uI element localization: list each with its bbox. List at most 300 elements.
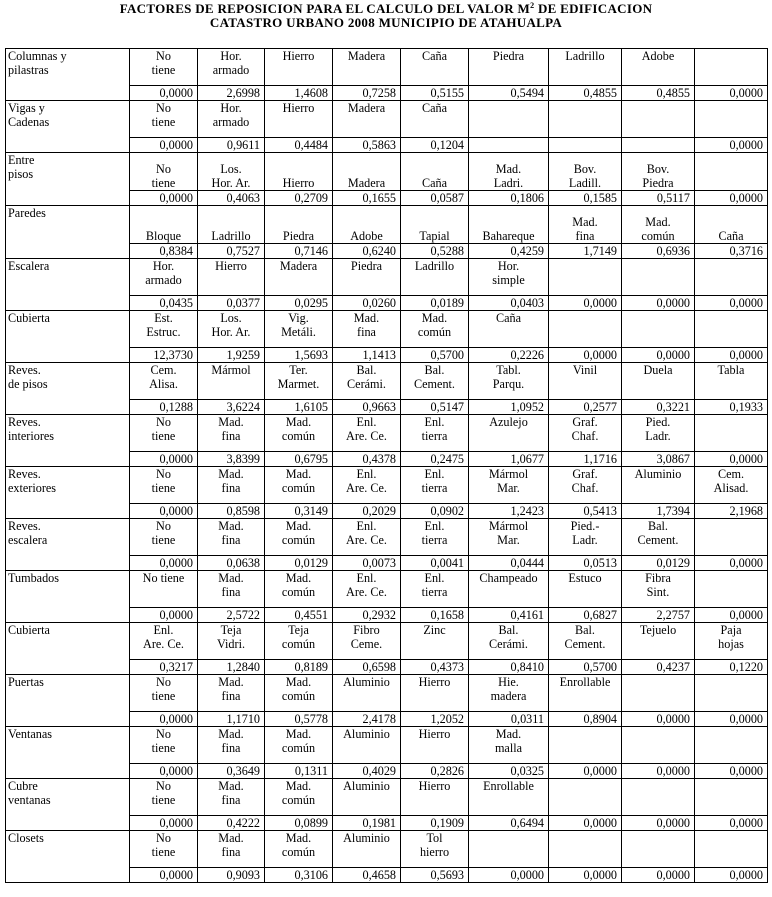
factor-value: 0,6827	[549, 608, 622, 623]
material-cell: Vig. Metáli.	[265, 311, 333, 348]
factor-value: 0,0000	[622, 348, 695, 363]
factor-value: 0,4484	[265, 138, 333, 153]
material-cell	[549, 311, 622, 348]
material-cell: Hierro	[198, 259, 265, 296]
material-cell: Mad. fina	[549, 206, 622, 244]
material-row	[6, 623, 768, 660]
material-cell: Cem. Alisa.	[130, 363, 198, 400]
category-label: Tumbados	[6, 571, 130, 623]
factor-value: 0,6598	[333, 660, 401, 675]
factor-value: 0,0444	[469, 556, 549, 571]
factor-value: 0,0000	[695, 138, 768, 153]
factor-value: 12,3730	[130, 348, 198, 363]
factor-value: 0,0000	[130, 608, 198, 623]
material-cell: Duela	[622, 363, 695, 400]
factor-value: 0,0000	[130, 138, 198, 153]
factor-value: 0,7258	[333, 86, 401, 101]
factor-value: 0,3106	[265, 868, 333, 883]
material-cell: Mármol	[198, 363, 265, 400]
factor-value: 0,8598	[198, 504, 265, 519]
factor-value: 0,1288	[130, 400, 198, 415]
material-cell: Tejuelo	[622, 623, 695, 660]
category-label: Reves. escalera	[6, 519, 130, 571]
factor-value: 0,0000	[130, 712, 198, 727]
material-cell: Mad. malla	[469, 727, 549, 764]
factor-value: 1,0952	[469, 400, 549, 415]
factor-value: 0,0000	[622, 712, 695, 727]
factor-value: 0,4658	[333, 868, 401, 883]
factor-value: 1,1710	[198, 712, 265, 727]
factor-value: 0,5147	[401, 400, 469, 415]
factor-value: 0,2709	[265, 191, 333, 206]
material-row	[6, 206, 768, 244]
material-cell: Cem. Alisad.	[695, 467, 768, 504]
material-cell: Caña	[401, 49, 469, 86]
replacement-factors-table	[5, 48, 768, 883]
factor-value: 0,0000	[695, 868, 768, 883]
factor-value: 0,4855	[549, 86, 622, 101]
factor-value: 0,0638	[198, 556, 265, 571]
factor-value: 0,1658	[401, 608, 469, 623]
material-cell	[549, 259, 622, 296]
factor-value: 0,3149	[265, 504, 333, 519]
material-cell	[695, 675, 768, 712]
material-cell: Hierro	[401, 675, 469, 712]
factor-value: 0,5494	[469, 86, 549, 101]
material-row	[6, 311, 768, 348]
material-cell	[622, 675, 695, 712]
material-cell: Bloque	[130, 206, 198, 244]
material-cell: No tiene	[130, 467, 198, 504]
factor-value: 1,9259	[198, 348, 265, 363]
material-cell: Fibra Sint.	[622, 571, 695, 608]
factor-value: 1,2840	[198, 660, 265, 675]
material-cell: Adobe	[333, 206, 401, 244]
material-cell: Aluminio	[622, 467, 695, 504]
material-row	[6, 49, 768, 86]
material-cell: Mad. común	[265, 831, 333, 868]
factor-value: 0,0073	[333, 556, 401, 571]
factor-value: 0,4373	[401, 660, 469, 675]
factor-value: 0,0899	[265, 816, 333, 831]
factor-value: 1,7394	[622, 504, 695, 519]
factor-value: 0,0000	[695, 556, 768, 571]
factor-value: 0,0325	[469, 764, 549, 779]
factor-value: 2,5722	[198, 608, 265, 623]
factor-value: 0,7146	[265, 244, 333, 259]
material-cell	[695, 831, 768, 868]
factor-value: 0,4161	[469, 608, 549, 623]
factor-value: 3,6224	[198, 400, 265, 415]
material-row	[6, 467, 768, 504]
factor-value: 0,4259	[469, 244, 549, 259]
category-label: Reves. de pisos	[6, 363, 130, 415]
material-cell: Enl. Are. Ce.	[333, 571, 401, 608]
material-cell: Enl. tierra	[401, 571, 469, 608]
material-cell: Caña	[695, 206, 768, 244]
material-cell: Mad. fina	[333, 311, 401, 348]
category-label: Cubierta	[6, 623, 130, 675]
material-row	[6, 519, 768, 556]
category-label: Puertas	[6, 675, 130, 727]
material-cell: Enl. Are. Ce.	[333, 415, 401, 452]
factor-value: 0,5778	[265, 712, 333, 727]
material-cell: Mad. común	[265, 415, 333, 452]
material-cell	[695, 571, 768, 608]
category-label: Cubierta	[6, 311, 130, 363]
material-cell: Pied.- Ladr.	[549, 519, 622, 556]
table-body	[6, 49, 768, 883]
material-cell: Graf. Chaf.	[549, 415, 622, 452]
material-row	[6, 153, 768, 191]
material-cell: Ladrillo	[549, 49, 622, 86]
material-row	[6, 415, 768, 452]
material-cell: Mad. común	[622, 206, 695, 244]
factor-value: 1,2052	[401, 712, 469, 727]
material-row	[6, 259, 768, 296]
material-cell: Madera	[333, 153, 401, 191]
factor-value	[469, 138, 549, 153]
material-cell: No tiene	[130, 101, 198, 138]
factor-value: 0,1585	[549, 191, 622, 206]
material-cell: Bov. Ladill.	[549, 153, 622, 191]
material-cell	[469, 101, 549, 138]
material-cell	[549, 727, 622, 764]
material-cell: Caña	[401, 101, 469, 138]
factor-value	[549, 138, 622, 153]
factor-value: 0,8410	[469, 660, 549, 675]
factor-value: 0,0000	[622, 868, 695, 883]
factor-value: 0,5413	[549, 504, 622, 519]
material-cell: Enl. Are. Ce.	[333, 467, 401, 504]
material-cell: Aluminio	[333, 831, 401, 868]
material-cell: Mad. común	[401, 311, 469, 348]
factor-value: 0,0587	[401, 191, 469, 206]
material-cell: Enl. tierra	[401, 467, 469, 504]
material-row	[6, 363, 768, 400]
factor-value: 0,0189	[401, 296, 469, 311]
factor-value: 0,9611	[198, 138, 265, 153]
material-cell: Zinc	[401, 623, 469, 660]
factor-value: 0,3716	[695, 244, 768, 259]
material-cell	[549, 831, 622, 868]
material-cell: Mad. fina	[198, 571, 265, 608]
factor-value: 0,4029	[333, 764, 401, 779]
factor-value: 0,2826	[401, 764, 469, 779]
category-label: Vigas y Cadenas	[6, 101, 130, 153]
material-cell: Hie. madera	[469, 675, 549, 712]
material-cell	[622, 779, 695, 816]
factor-value	[622, 138, 695, 153]
material-cell	[469, 831, 549, 868]
factor-value: 0,4237	[622, 660, 695, 675]
material-cell	[622, 259, 695, 296]
factor-value: 0,0000	[695, 191, 768, 206]
material-cell: Mad. fina	[198, 727, 265, 764]
material-cell: Est. Estruc.	[130, 311, 198, 348]
factor-value: 0,3221	[622, 400, 695, 415]
factor-value: 0,0000	[622, 764, 695, 779]
material-cell: Los. Hor. Ar.	[198, 311, 265, 348]
factor-value: 0,0000	[549, 296, 622, 311]
factor-value: 0,3649	[198, 764, 265, 779]
material-cell: Bal. Cement.	[622, 519, 695, 556]
material-cell: Tapial	[401, 206, 469, 244]
factor-value: 0,4551	[265, 608, 333, 623]
material-cell: Madera	[333, 101, 401, 138]
material-row	[6, 675, 768, 712]
material-cell: Hierro	[401, 727, 469, 764]
title-line-1	[0, 2, 772, 16]
factor-value: 0,8904	[549, 712, 622, 727]
factor-value: 0,0000	[695, 608, 768, 623]
material-cell: Hierro	[265, 153, 333, 191]
material-cell: Hor. armado	[130, 259, 198, 296]
factor-value: 0,2029	[333, 504, 401, 519]
material-cell: Ter. Marmet.	[265, 363, 333, 400]
factor-value: 0,8384	[130, 244, 198, 259]
factor-value: 0,0260	[333, 296, 401, 311]
material-cell: Mad. Ladri.	[469, 153, 549, 191]
material-cell: Enl. tierra	[401, 415, 469, 452]
material-row	[6, 571, 768, 608]
factor-value: 0,5863	[333, 138, 401, 153]
material-cell: Mad. común	[265, 467, 333, 504]
factor-value: 0,0000	[130, 868, 198, 883]
factor-value: 0,9663	[333, 400, 401, 415]
material-cell: Piedra	[469, 49, 549, 86]
factor-value: 0,0000	[622, 816, 695, 831]
factor-value: 0,0000	[549, 816, 622, 831]
factor-value: 0,0000	[549, 348, 622, 363]
factor-value: 0,7527	[198, 244, 265, 259]
category-label: Entre pisos	[6, 153, 130, 206]
material-cell: Mad. fina	[198, 675, 265, 712]
material-cell	[622, 101, 695, 138]
factor-value: 0,0000	[549, 868, 622, 883]
factor-value: 1,7149	[549, 244, 622, 259]
factor-value: 0,8189	[265, 660, 333, 675]
factor-value: 0,0000	[695, 296, 768, 311]
material-cell: Paja hojas	[695, 623, 768, 660]
factor-value: 1,0677	[469, 452, 549, 467]
factor-value: 0,1220	[695, 660, 768, 675]
factor-value: 1,6105	[265, 400, 333, 415]
factor-value: 0,0000	[130, 452, 198, 467]
factor-value: 0,5700	[401, 348, 469, 363]
factor-value: 2,4178	[333, 712, 401, 727]
material-cell: Mad. fina	[198, 415, 265, 452]
material-cell: Tabla	[695, 363, 768, 400]
material-cell: Azulejo	[469, 415, 549, 452]
factor-value: 0,0129	[622, 556, 695, 571]
material-cell	[549, 101, 622, 138]
factor-value: 0,0000	[695, 86, 768, 101]
material-cell: No tiene	[130, 779, 198, 816]
material-cell: Hierro	[265, 49, 333, 86]
material-cell: Bal. Cerámi.	[333, 363, 401, 400]
factor-value: 0,5117	[622, 191, 695, 206]
material-cell	[695, 415, 768, 452]
factor-value: 0,0000	[130, 764, 198, 779]
factor-value: 0,5155	[401, 86, 469, 101]
factor-value: 0,0000	[549, 764, 622, 779]
material-cell: Bal. Cement.	[401, 363, 469, 400]
material-cell: Mad. fina	[198, 831, 265, 868]
material-cell	[695, 779, 768, 816]
factor-value: 0,0129	[265, 556, 333, 571]
factor-value: 0,6494	[469, 816, 549, 831]
factor-value: 0,0000	[695, 452, 768, 467]
factor-value: 0,0403	[469, 296, 549, 311]
factor-value: 2,1968	[695, 504, 768, 519]
material-cell: Aluminio	[333, 675, 401, 712]
category-label: Columnas y pilastras	[6, 49, 130, 101]
material-cell	[622, 727, 695, 764]
material-cell: Mad. fina	[198, 467, 265, 504]
factor-value: 0,0311	[469, 712, 549, 727]
factor-value: 0,0435	[130, 296, 198, 311]
material-cell: Piedra	[333, 259, 401, 296]
material-cell: Graf. Chaf.	[549, 467, 622, 504]
material-cell: Hierro	[401, 779, 469, 816]
factor-value: 0,6240	[333, 244, 401, 259]
material-cell: Hor. simple	[469, 259, 549, 296]
factor-value: 3,8399	[198, 452, 265, 467]
material-cell: Aluminio	[333, 779, 401, 816]
material-cell: Madera	[265, 259, 333, 296]
factor-value: 0,0000	[622, 296, 695, 311]
factor-value: 0,4378	[333, 452, 401, 467]
material-cell: Aluminio	[333, 727, 401, 764]
material-cell: Vinil	[549, 363, 622, 400]
material-cell: No tiene	[130, 727, 198, 764]
factor-value: 0,2932	[333, 608, 401, 623]
factor-value: 0,9093	[198, 868, 265, 883]
factor-value: 2,6998	[198, 86, 265, 101]
factor-value: 0,0000	[469, 868, 549, 883]
material-cell: Caña	[469, 311, 549, 348]
factor-value: 0,1311	[265, 764, 333, 779]
material-cell: No tiene	[130, 831, 198, 868]
factor-value: 0,0000	[130, 816, 198, 831]
factor-value: 0,2475	[401, 452, 469, 467]
material-cell: Mad. común	[265, 571, 333, 608]
material-cell: Tol hierro	[401, 831, 469, 868]
category-label: Ventanas	[6, 727, 130, 779]
category-label: Reves. exteriores	[6, 467, 130, 519]
factor-value: 0,0377	[198, 296, 265, 311]
factor-value: 1,1716	[549, 452, 622, 467]
material-cell: Mad. común	[265, 675, 333, 712]
material-cell: No tiene	[130, 49, 198, 86]
material-cell: Enl. Are. Ce.	[333, 519, 401, 556]
factor-value: 0,0041	[401, 556, 469, 571]
material-cell: No tiene	[130, 519, 198, 556]
material-cell: Enl. tierra	[401, 519, 469, 556]
material-row	[6, 101, 768, 138]
factor-value: 0,1909	[401, 816, 469, 831]
factor-value: 0,0000	[695, 348, 768, 363]
factor-value: 3,0867	[622, 452, 695, 467]
factor-value: 0,1655	[333, 191, 401, 206]
title-line-2: CATASTRO URBANO 2008 MUNICIPIO DE ATAHUALPA	[209, 15, 563, 30]
material-cell: Enrollable	[549, 675, 622, 712]
factor-value: 0,6936	[622, 244, 695, 259]
factor-value: 1,5693	[265, 348, 333, 363]
material-cell: Bal. Cerámi.	[469, 623, 549, 660]
material-cell: Mármol Mar.	[469, 467, 549, 504]
factor-value: 0,5288	[401, 244, 469, 259]
category-label: Escalera	[6, 259, 130, 311]
factor-value: 0,0000	[130, 86, 198, 101]
factor-value: 0,0295	[265, 296, 333, 311]
material-cell: Bov. Piedra	[622, 153, 695, 191]
material-cell: Mad. fina	[198, 779, 265, 816]
material-cell: Fibro Ceme.	[333, 623, 401, 660]
title-superscript: 2	[530, 1, 535, 10]
material-cell: No tiene	[130, 571, 198, 608]
factor-value: 0,4063	[198, 191, 265, 206]
material-cell: Teja común	[265, 623, 333, 660]
material-cell: Tabl. Parqu.	[469, 363, 549, 400]
factor-value: 0,1933	[695, 400, 768, 415]
material-cell: Hierro	[265, 101, 333, 138]
material-cell: Enl. Are. Ce.	[130, 623, 198, 660]
material-cell: Mad. fina	[198, 519, 265, 556]
material-cell: Pied. Ladr.	[622, 415, 695, 452]
factor-value: 0,4855	[622, 86, 695, 101]
material-cell	[695, 101, 768, 138]
material-cell: Mad. común	[265, 727, 333, 764]
factor-value: 0,6795	[265, 452, 333, 467]
factor-value: 0,5693	[401, 868, 469, 883]
factor-value: 0,5700	[549, 660, 622, 675]
title-text: FACTORES DE REPOSICION PARA EL CALCULO DEL VALOR M	[119, 1, 531, 16]
factor-value: 0,1204	[401, 138, 469, 153]
material-row	[6, 779, 768, 816]
factor-value: 1,1413	[333, 348, 401, 363]
factor-value: 0,0000	[130, 556, 198, 571]
material-cell: Bahareque	[469, 206, 549, 244]
material-cell	[622, 311, 695, 348]
factor-value: 0,0000	[695, 816, 768, 831]
material-cell: Madera	[333, 49, 401, 86]
category-label: Paredes	[6, 206, 130, 259]
material-cell: Los. Hor. Ar.	[198, 153, 265, 191]
title-text-end: DE EDIFICACION	[534, 1, 653, 16]
category-label: Closets	[6, 831, 130, 883]
factor-value: 0,3217	[130, 660, 198, 675]
factor-value: 0,0902	[401, 504, 469, 519]
material-cell	[695, 153, 768, 191]
category-label: Reves. interiores	[6, 415, 130, 467]
material-row	[6, 727, 768, 764]
material-cell: Bal. Cement.	[549, 623, 622, 660]
material-cell: Estuco	[549, 571, 622, 608]
material-cell: Mad. común	[265, 519, 333, 556]
factor-value: 0,2226	[469, 348, 549, 363]
material-cell: Piedra	[265, 206, 333, 244]
material-cell: No tiene	[130, 153, 198, 191]
material-cell	[622, 831, 695, 868]
factor-value: 2,2757	[622, 608, 695, 623]
factor-value: 0,0000	[695, 764, 768, 779]
document-title	[0, 0, 772, 30]
material-cell: Enrollable	[469, 779, 549, 816]
factor-value: 0,4222	[198, 816, 265, 831]
factor-value: 0,0000	[695, 712, 768, 727]
